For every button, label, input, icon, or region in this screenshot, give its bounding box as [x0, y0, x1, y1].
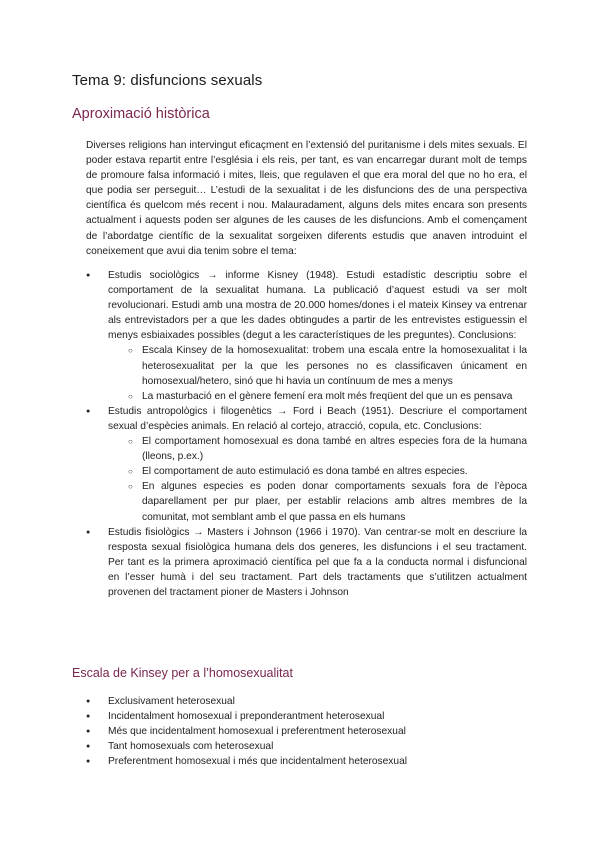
list-item: ● Tant homosexuals com heterosexual	[86, 739, 527, 754]
list-item: ● Exclusivament heterosexual	[86, 694, 527, 709]
conclusions-list	[108, 343, 527, 403]
list-item: ○ El comportament de auto estimulació es dona també en altres especies.	[108, 464, 527, 479]
conclusions-list	[108, 434, 527, 525]
intro-paragraph: Diverses religions han intervingut eficaçment en l’extensió del puritanisme i dels mites sexuals. El poder estava repartit entre l’església i els reis, per tant, es van encarregar durant molt de temps de promoure falsa informació i mites, lleis, que regulaven el que era moral del que no ho era, el que podia ser perseguit… L’estudi de la sexualitat i de les disfuncions des de una perspectiva científica és quelcom més recent i nou. Malauradament, alguns dels mites encara son presents actualment i aquests poden ser algunes de les causes de les disfuncions. Amb el començament de l’abordatge científic de la sexualitat sorgeixen diferents estudis que anaven introduint el coneixement que avui dia tenim sobre el tema:	[86, 140, 527, 257]
study-text: Estudis sociològics → informe Kisney (1948). Estudi estadístic descriptiu sobre el comportament de la sexualitat humana. La publicació d’aquest estudi va ser molt revolucionari. Estudi amb una mostra de 20.000 homes/dones i el mateix Kinsey va entrenar als entrevistadors per a que les dades obtingudes a partir de les entrevistes estiguessin el menys esbiaixades possibles (degut a les característiques de les preguntes). Conclusions:	[108, 270, 527, 342]
list-item	[86, 404, 527, 525]
study-text: Estudis fisiològics → Masters i Johnson (1966 i 1970). Van centrar-se molt en descriure la resposta sexual fisiològica humana dels dos generes, les disfuncions i el seu tractament. Per tant es la primera aproximació científica pel que fa a la conducta normal i disfuncional en l’esser humà i del seu tractament. Part dels tractaments que s’utilitzen actualment provenen del tractament pioner de Masters i Johnson	[108, 526, 527, 598]
list-item: ○ La masturbació en el gènere femení era molt més freqüent del que un es pensava	[108, 389, 527, 404]
page-title: Tema 9: disfuncions sexuals	[72, 72, 263, 89]
list-item	[86, 525, 527, 600]
list-item: ● Incidentalment homosexual i preponderantment heterosexual	[86, 709, 527, 724]
kinsey-heading: Escala de Kinsey per a l’homosexualitat	[72, 666, 293, 680]
study-text: Estudis antropològics i filogenètics → Ford i Beach (1951). Descriure el comportament sexual d’espècies animals. En relació al cortejo, atracció, copula, etc. Conclusions:	[108, 405, 527, 432]
list-item: ● Més que incidentalment homosexual i preferentment heterosexual	[86, 724, 527, 739]
studies-list	[86, 268, 527, 600]
section-heading: Aproximació històrica	[72, 106, 210, 122]
kinsey-scale-list	[86, 694, 527, 769]
list-item	[86, 268, 527, 404]
list-item: ● Preferentment homosexual i més que incidentalment heterosexual	[86, 754, 527, 769]
list-item: ○ En algunes especies es poden donar comportaments sexuals fora de l’època daparellament per pur plaer, per establir relacions amb altres membres de la comunitat, mot semblant amb el que passa en els humans	[108, 479, 527, 524]
list-item: ○ Escala Kinsey de la homosexualitat: trobem una escala entre la homosexualitat i la heterosexualitat per la que les persones no es classificaven únicament en homosexual/hetero, sinó que hi havia un contínuum de mes a menys	[108, 343, 527, 388]
list-item: ○ El comportament homosexual es dona també en altres especies fora de la humana (lleons, p.ex.)	[108, 434, 527, 464]
